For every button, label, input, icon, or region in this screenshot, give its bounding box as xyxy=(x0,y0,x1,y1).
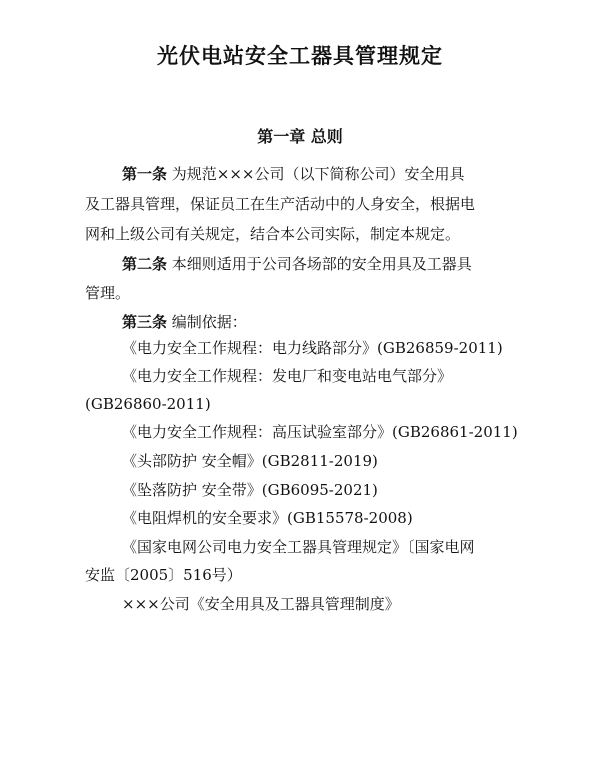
article-1-text-1: 为规范×××公司（以下简称公司）安全用具 xyxy=(167,165,465,183)
article-1-line-3: 网和上级公司有关规定，结合本公司实际，制定本规定。 xyxy=(85,225,461,243)
reference-4: 《头部防护 安全帽》(GB2811-2019) xyxy=(122,452,378,470)
reference-6: 《电阻焊机的安全要求》(GB15578-2008) xyxy=(122,509,413,527)
article-3-label: 第三条 xyxy=(122,313,168,331)
article-1-line-1 xyxy=(122,164,465,184)
chapter-heading: 第一章 总则 xyxy=(257,127,343,146)
reference-7-line-1: 《国家电网公司电力安全工器具管理规定》〔国家电网 xyxy=(122,538,475,556)
article-1-line-2: 及工器具管理，保证员工在生产活动中的人身安全，根据电 xyxy=(85,195,476,213)
article-2-line-1 xyxy=(122,254,472,274)
article-2-line-2: 管理。 xyxy=(85,284,131,302)
reference-8: ×××公司《安全用具及工器具管理制度》 xyxy=(122,595,400,613)
article-1-label: 第一条 xyxy=(122,165,168,183)
article-3-line-1 xyxy=(122,312,247,332)
article-3-text-1: 编制依据： xyxy=(167,313,247,331)
reference-7-line-2: 安监〔2005〕516号） xyxy=(85,566,242,584)
article-2-text-1: 本细则适用于公司各场部的安全用具及工器具 xyxy=(167,255,472,273)
reference-1: 《电力安全工作规程：电力线路部分》(GB26859-2011) xyxy=(122,339,503,357)
reference-2-line-2: (GB26860-2011) xyxy=(85,395,211,413)
reference-5: 《坠落防护 安全带》(GB6095-2021) xyxy=(122,481,378,499)
document-title: 光伏电站安全工器具管理规定 xyxy=(157,44,443,68)
reference-3: 《电力安全工作规程：高压试验室部分》(GB26861-2011) xyxy=(122,423,518,441)
reference-2-line-1: 《电力安全工作规程：发电厂和变电站电气部分》 xyxy=(122,367,453,385)
article-2-label: 第二条 xyxy=(122,255,168,273)
